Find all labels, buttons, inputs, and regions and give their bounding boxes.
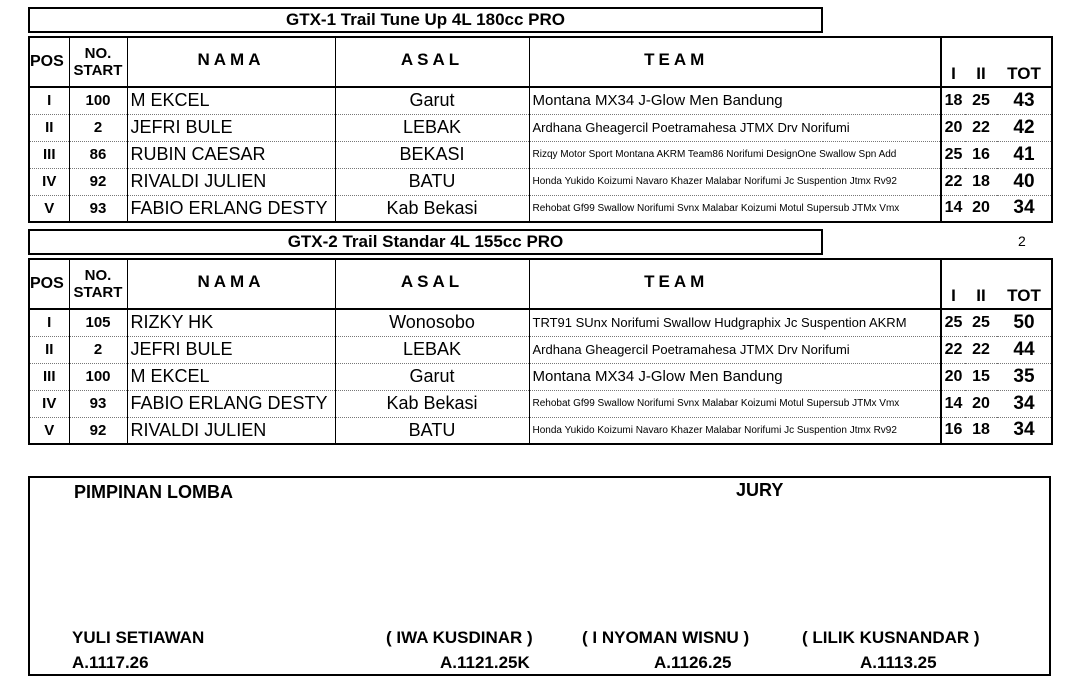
position: III	[29, 363, 69, 390]
header-round-2: II	[965, 37, 997, 87]
start-number: 92	[69, 168, 127, 195]
round-2-score: 15	[965, 363, 997, 390]
total-score: 42	[997, 114, 1052, 141]
jury-member-id: A.1113.25	[860, 653, 937, 672]
jury-member-name: ( LILIK KUSNANDAR )	[802, 628, 980, 647]
rider-origin: BATU	[335, 168, 529, 195]
jury-member-name: ( IWA KUSDINAR )	[386, 628, 533, 647]
round-1-score: 16	[941, 417, 965, 444]
header-blank	[823, 259, 941, 309]
jury-member-id: A.1121.25K	[440, 653, 530, 672]
table-row	[29, 168, 1052, 195]
page-number: 2	[1018, 233, 1026, 249]
header-pos: POS	[29, 259, 69, 309]
start-number: 2	[69, 114, 127, 141]
rider-name: JEFRI BULE	[127, 336, 335, 363]
rider-name: RIVALDI JULIEN	[127, 168, 335, 195]
header-pos: POS	[29, 37, 69, 87]
total-score: 34	[997, 390, 1052, 417]
total-score: 43	[997, 87, 1052, 114]
total-score: 50	[997, 309, 1052, 336]
round-2-score: 25	[965, 309, 997, 336]
header-total: TOT	[997, 37, 1052, 87]
round-1-score: 22	[941, 336, 965, 363]
rider-team: TRT91 SUnx Norifumi Swallow Hudgraphix Jc Suspention AKRM	[529, 309, 941, 336]
section-title: GTX-1 Trail Tune Up 4L 180cc PRO	[28, 7, 823, 33]
position: IV	[29, 168, 69, 195]
table-row	[29, 336, 1052, 363]
start-number: 105	[69, 309, 127, 336]
start-number: 93	[69, 390, 127, 417]
start-number: 93	[69, 195, 127, 222]
rider-origin: BEKASI	[335, 141, 529, 168]
header-start: NO. START	[69, 259, 127, 309]
rider-team: Ardhana Gheagercil Poetramahesa JTMX Drv Norifumi	[529, 114, 941, 141]
rider-team: Montana MX34 J-Glow Men Bandung	[529, 363, 941, 390]
position: II	[29, 336, 69, 363]
rider-name: RIZKY HK	[127, 309, 335, 336]
rider-origin: Garut	[335, 87, 529, 114]
rider-name: FABIO ERLANG DESTY	[127, 195, 335, 222]
table-row	[29, 390, 1052, 417]
round-1-score: 18	[941, 87, 965, 114]
header-blank	[823, 37, 941, 87]
rider-origin: LEBAK	[335, 114, 529, 141]
round-2-score: 20	[965, 390, 997, 417]
rider-team: Montana MX34 J-Glow Men Bandung	[529, 87, 941, 114]
total-score: 41	[997, 141, 1052, 168]
header-nama: NAMA	[127, 259, 335, 309]
table-row	[29, 87, 1052, 114]
header-round-1: I	[941, 259, 965, 309]
rider-team: Honda Yukido Koizumi Navaro Khazer Malabar Norifumi Jc Suspention Jtmx Rv92	[529, 417, 941, 444]
race-director-label: PIMPINAN LOMBA	[74, 482, 233, 502]
round-2-score: 22	[965, 114, 997, 141]
position: IV	[29, 390, 69, 417]
round-2-score: 16	[965, 141, 997, 168]
rider-team: Honda Yukido Koizumi Navaro Khazer Malabar Norifumi Jc Suspention Jtmx Rv92	[529, 168, 941, 195]
position: I	[29, 309, 69, 336]
round-1-score: 20	[941, 363, 965, 390]
position: I	[29, 87, 69, 114]
rider-origin: Wonosobo	[335, 309, 529, 336]
rider-name: RUBIN CAESAR	[127, 141, 335, 168]
start-number: 92	[69, 417, 127, 444]
round-2-score: 22	[965, 336, 997, 363]
start-number: 100	[69, 363, 127, 390]
round-1-score: 25	[941, 141, 965, 168]
rider-origin: Kab Bekasi	[335, 390, 529, 417]
table-row	[29, 114, 1052, 141]
table-header	[29, 259, 1052, 309]
results-table	[28, 258, 1053, 445]
position: III	[29, 141, 69, 168]
rider-origin: LEBAK	[335, 336, 529, 363]
table-row	[29, 141, 1052, 168]
total-score: 40	[997, 168, 1052, 195]
rider-team: Rehobat Gf99 Swallow Norifumi Svnx Malabar Koizumi Motul Supersub JTMx Vmx	[529, 390, 941, 417]
header-asal: ASAL	[335, 37, 529, 87]
header-start: NO. START	[69, 37, 127, 87]
table-row	[29, 195, 1052, 222]
total-score: 44	[997, 336, 1052, 363]
position: V	[29, 195, 69, 222]
rider-origin: Kab Bekasi	[335, 195, 529, 222]
position: II	[29, 114, 69, 141]
rider-name: RIVALDI JULIEN	[127, 417, 335, 444]
race-director-id: A.1117.26	[72, 653, 149, 672]
jury-member-id: A.1126.25	[654, 653, 732, 672]
rider-name: FABIO ERLANG DESTY	[127, 390, 335, 417]
rider-origin: BATU	[335, 417, 529, 444]
rider-team: Rehobat Gf99 Swallow Norifumi Svnx Malabar Koizumi Motul Supersub JTMx Vmx	[529, 195, 941, 222]
header-nama: NAMA	[127, 37, 335, 87]
rider-name: M EKCEL	[127, 363, 335, 390]
round-1-score: 20	[941, 114, 965, 141]
round-2-score: 18	[972, 421, 990, 439]
table-row	[29, 363, 1052, 390]
header-asal: ASAL	[335, 259, 529, 309]
total-score: 34	[1013, 419, 1035, 441]
signature-box	[28, 476, 1051, 676]
start-number: 86	[69, 141, 127, 168]
rider-team: Rizqy Motor Sport Montana AKRM Team86 Norifumi DesignOne Swallow Spn Add	[529, 141, 941, 168]
jury-member-name: ( I NYOMAN WISNU )	[582, 628, 750, 647]
total-score: 34	[1013, 197, 1035, 219]
round-1-score: 14	[941, 390, 965, 417]
header-round-1: I	[941, 37, 965, 87]
table-row	[29, 309, 1052, 336]
rider-team: Ardhana Gheagercil Poetramahesa JTMX Drv Norifumi	[529, 336, 941, 363]
rider-name: M EKCEL	[127, 87, 335, 114]
header-total: TOT	[997, 259, 1052, 309]
table-row	[29, 417, 1052, 444]
results-table	[28, 36, 1053, 223]
header-round-2: II	[965, 259, 997, 309]
round-1-score: 14	[941, 195, 965, 222]
rider-origin: Garut	[335, 363, 529, 390]
total-score: 35	[997, 363, 1052, 390]
round-2-score: 20	[972, 199, 990, 217]
round-2-score: 18	[965, 168, 997, 195]
round-1-score: 22	[941, 168, 965, 195]
start-number: 100	[69, 87, 127, 114]
jury-label: JURY	[736, 480, 784, 500]
position: V	[29, 417, 69, 444]
header-team: TEAM	[529, 37, 823, 87]
round-2-score: 25	[965, 87, 997, 114]
start-number: 2	[69, 336, 127, 363]
race-director-name: YULI SETIAWAN	[72, 628, 205, 647]
table-header	[29, 37, 1052, 87]
rider-name: JEFRI BULE	[127, 114, 335, 141]
section-title: GTX-2 Trail Standar 4L 155cc PRO	[28, 229, 823, 255]
header-team: TEAM	[529, 259, 823, 309]
round-1-score: 25	[941, 309, 965, 336]
